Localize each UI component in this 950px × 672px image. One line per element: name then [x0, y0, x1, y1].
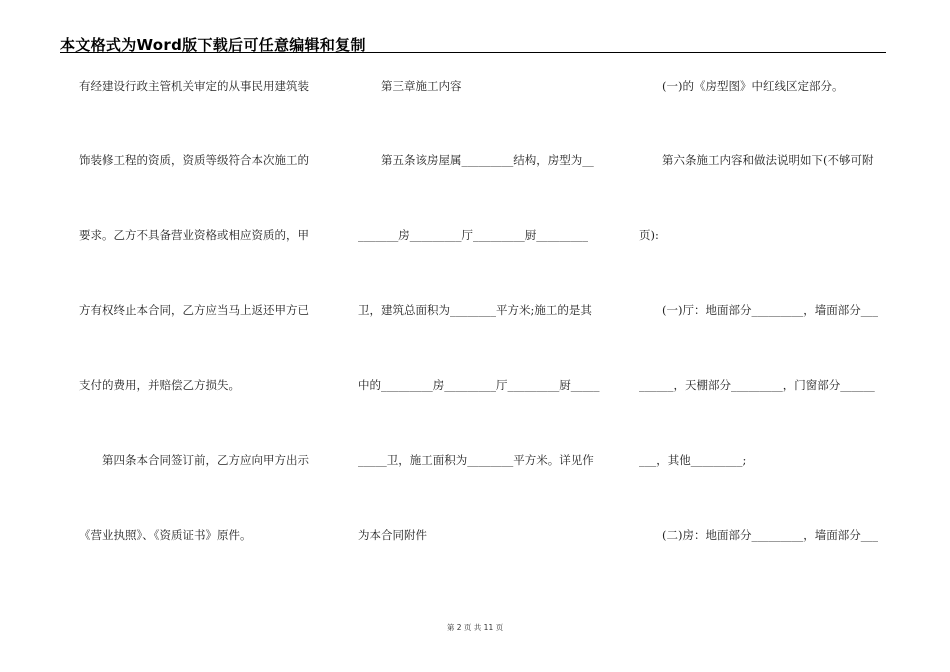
text-line: 第四条本合同签订前，乙方应向甲方出示	[79, 453, 309, 467]
text-line: 方有权终止本合同，乙方应当马上返还甲方已	[79, 303, 309, 317]
text-line: (一)厅：地面部分_________，墙面部分___	[639, 303, 878, 317]
text-line: 饰装修工程的资质，资质等级符合本次施工的	[79, 153, 309, 167]
text-line: ___，其他_________;	[639, 453, 747, 467]
page-footer: 第 2 页 共 11 页	[446, 623, 504, 632]
page-header	[60, 32, 886, 53]
text-line: 为本合同附件	[358, 528, 427, 542]
text-line: 要求。乙方不具备营业资格或相应资质的，甲	[79, 228, 309, 242]
text-line: 页):	[639, 228, 659, 242]
text-line: 中的_________房_________厅_________厨_____	[358, 378, 600, 392]
text-line: 卫，建筑总面积为________平方米;施工的是其	[358, 303, 592, 317]
text-line: 《营业执照》、《资质证书》原件。	[79, 528, 252, 542]
text-line: 第六条施工内容和做法说明如下(不够可附	[639, 153, 874, 167]
text-line: 第三章施工内容	[358, 79, 462, 93]
text-line: 支付的费用，并赔偿乙方损失。	[79, 378, 240, 392]
header-title: 本文格式为Word版下载后可任意编辑和复制	[60, 36, 366, 54]
text-line: _______房_________厅_________厨_________	[358, 228, 588, 242]
text-line: 有经建设行政主管机关审定的从事民用建筑装	[79, 79, 309, 93]
text-line: (一)的《房型图》中红线区定部分。	[639, 79, 844, 93]
text-line: _____卫，施工面积为________平方米。详见作	[358, 453, 594, 467]
text-line: (二)房：地面部分_________，墙面部分___	[639, 528, 878, 542]
text-line: ______，天棚部分_________，门窗部分______	[639, 378, 875, 392]
text-line: 第五条该房屋属_________结构，房型为__	[358, 153, 594, 167]
